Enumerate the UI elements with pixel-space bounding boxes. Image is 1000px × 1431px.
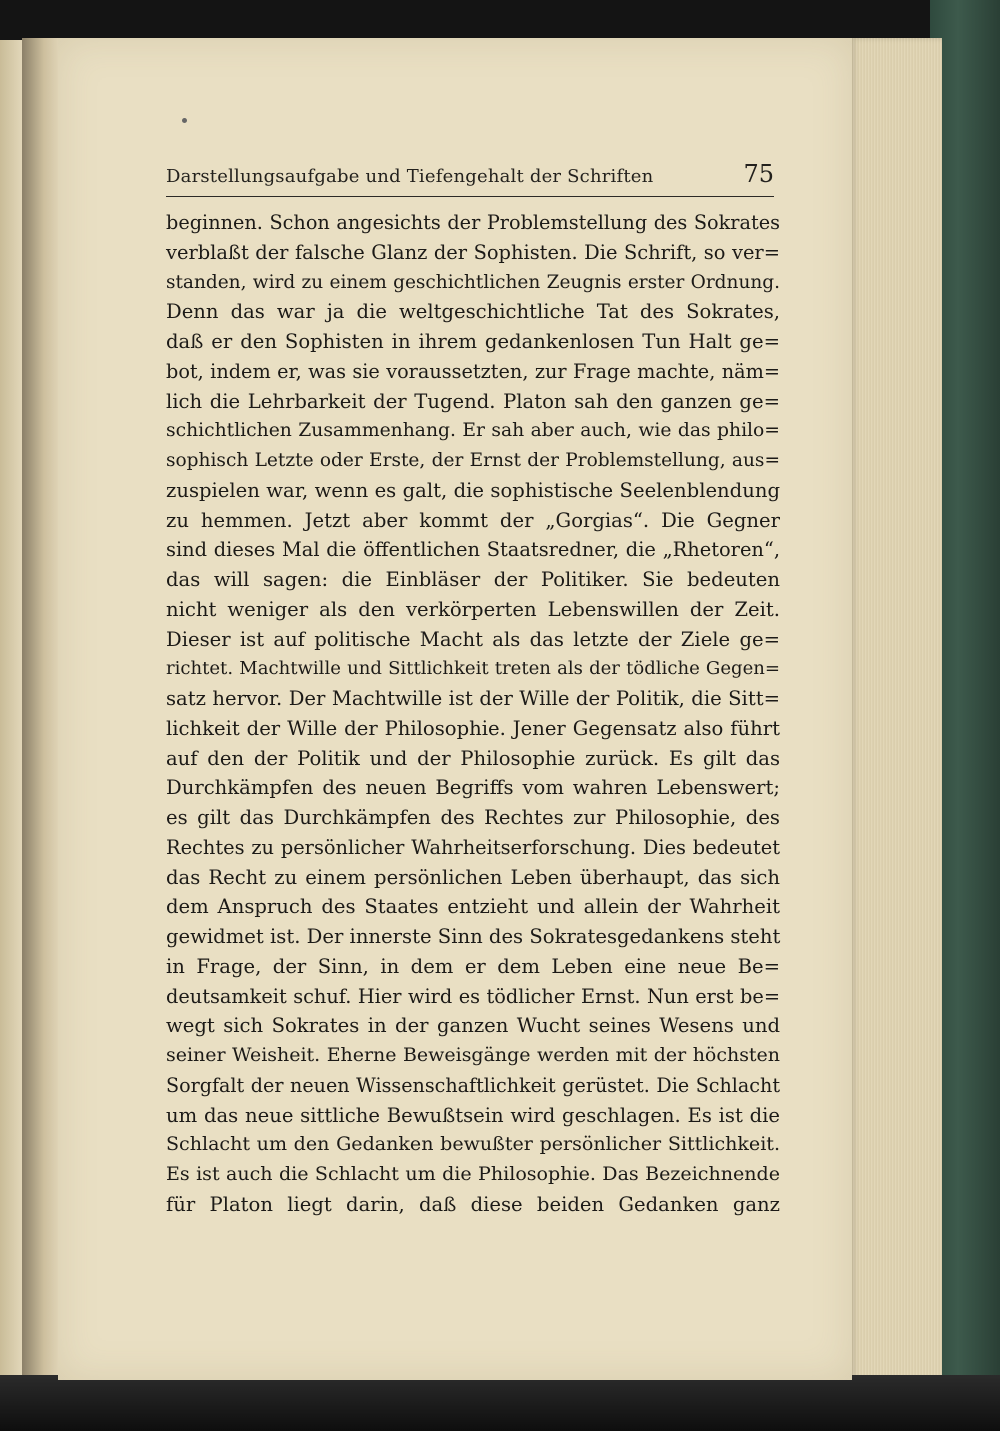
text-line: seiner Weisheit. Eherne Beweisgänge werden mit der höchsten [166,1044,780,1066]
text-line: für Platon liegt darin, daß diese beiden Gedanken ganz [166,1192,780,1216]
text-line: lichkeit der Wille der Philosophie. Jener Gegensatz also führt [166,716,780,740]
text-line: satz hervor. Der Machtwille ist der Wille der Politik, die Sitt= [166,687,780,710]
text-line: standen, wird zu einem geschichtlichen Zeugnis erster Ordnung. [166,271,780,293]
page-fore-edge [850,38,942,1380]
text-line: daß er den Sophisten in ihrem gedankenlosen Tun Halt ge= [166,330,780,353]
text-line: richtet. Machtwille und Sittlichkeit treten als der tödliche Gegen= [166,658,780,680]
text-line: um das neue sittliche Bewußtsein wird geschlagen. Es ist die [166,1103,780,1127]
text-line: bot, indem er, was sie voraussetzten, zur Frage machte, näm= [166,359,780,383]
print-speck [182,118,187,123]
text-line: deutsamkeit schuf. Hier wird es tödlicher Ernst. Nun erst be= [166,984,780,1008]
text-line: nicht weniger als den verkörperten Lebenswillen der Zeit. [166,597,780,621]
text-line: Denn das war ja die weltgeschichtliche Tat des Sokrates, [166,300,780,324]
text-line: es gilt das Durchkämpfen des Rechtes zur Philosophie, des [166,806,780,829]
text-line: Dieser ist auf politische Macht als das letzte der Ziele ge= [166,627,780,651]
text-line: lich die Lehrbarkeit der Tugend. Platon sah den ganzen ge= [166,389,780,413]
text-line: auf den der Politik und der Philosophie zurück. Es gilt das [166,746,780,770]
page-number: 75 [743,160,774,188]
text-line: Sorgfalt der neuen Wissenschaftlichkeit gerüstet. Die Schlacht [166,1073,780,1097]
body-text [166,208,780,1220]
facing-page-edge [0,40,22,1380]
text-line: Schlacht um den Gedanken bewußter persönlicher Sittlichkeit. [166,1133,780,1156]
text-line: in Frage, der Sinn, in dem er dem Leben eine neue Be= [166,954,780,978]
text-line: beginnen. Schon angesichts der Problemstellung des Sokrates [166,211,780,234]
text-line: dem Anspruch des Staates entzieht und allein der Wahrheit [166,895,780,919]
running-title: Darstellungsaufgabe und Tiefengehalt der Schriften [166,166,654,187]
page-header [166,156,774,197]
text-line: wegt sich Sokrates in der ganzen Wucht seines Wesens und [166,1014,780,1038]
text-line: verblaßt der falsche Glanz der Sophisten. Die Schrift, so ver= [166,240,780,264]
text-line: sophisch Letzte oder Erste, der Ernst der Problemstellung, aus= [166,450,780,471]
text-line: schichtlichen Zusammenhang. Er sah aber auch, wie das philo= [166,420,780,442]
text-line: das will sagen: die Einbläser der Politiker. Sie bedeuten [166,568,780,591]
scan-background [0,1375,1000,1431]
text-line: Rechtes zu persönlicher Wahrheitserforschung. Dies bedeutet [166,835,780,859]
text-line: zu hemmen. Jetzt aber kommt der „Gorgias“. Die Gegner [166,508,780,532]
book-gutter [22,38,62,1380]
text-line: zuspielen war, wenn es galt, die sophistische Seelenblendung [166,478,780,502]
text-line: Es ist auch die Schlacht um die Philosophie. Das Bezeichnende [166,1163,780,1185]
text-line: sind dieses Mal die öffentlichen Staatsredner, die „Rhetoren“, [166,538,780,562]
text-line: gewidmet ist. Der innerste Sinn des Sokratesgedankens steht [166,925,781,948]
book-page [58,38,852,1380]
text-line: Durchkämpfen des neuen Begriffs vom wahren Lebenswert; [166,776,780,800]
text-line: das Recht zu einem persönlichen Leben überhaupt, das sich [166,865,780,889]
